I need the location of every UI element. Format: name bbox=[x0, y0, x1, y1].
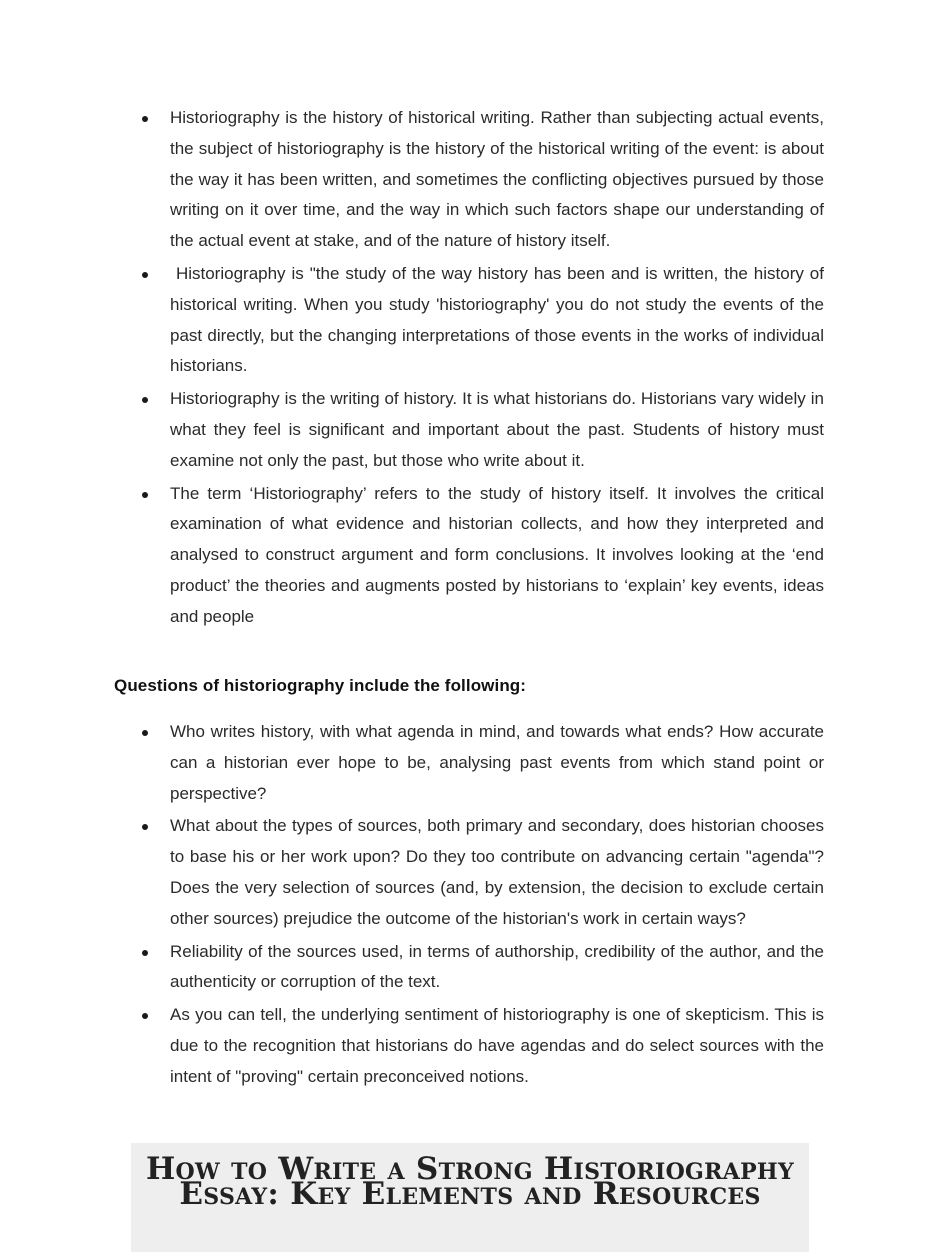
definitions-list bbox=[140, 103, 829, 635]
bullet-icon bbox=[142, 1013, 148, 1019]
list-item bbox=[140, 1000, 824, 1092]
bullet-icon bbox=[142, 950, 148, 956]
article-title[interactable]: How to Write a Strong Historiography Essay: Key Elements and Resources bbox=[145, 1151, 795, 1212]
list-item bbox=[140, 937, 824, 999]
list-item-text: What about the types of sources, both primary and secondary, does historian chooses to base his or her work upon? Do they too contribute on advancing certain "agenda"? Does the very selection of sources (and, by extension, the decision to exclude certain other sources) prejudice the outcome of the historian's work in certain ways? bbox=[170, 816, 824, 928]
list-item-text: As you can tell, the underlying sentiment of historiography is one of skepticism. This is due to the recognition that historians do have agendas and do select sources with the intent of "proving" certain preconceived notions. bbox=[170, 1005, 824, 1086]
questions-list bbox=[140, 717, 824, 1095]
list-item-text: Historiography is the writing of history. It is what historians do. Historians vary widely in what they feel is significant and important about the past. Students of history must examine not only the past, but those who write about it. bbox=[170, 389, 824, 470]
list-item-text: Historiography is "the study of the way history has been and is written, the history of historical writing. When you study 'historiography' you do not study the events of the past directly, but the changing interpretations of those events in the works of individual historians. bbox=[170, 263, 829, 376]
list-item bbox=[140, 259, 829, 382]
list-item-text: The term ‘Historiography’ refers to the study of history itself. It involves the critical examination of what evidence and historian collects, and how they interpreted and analysed to construct argument and form conclusions. It involves looking at the ‘end product’ the theories and augments posted by historians to ‘explain’ key events, ideas and people bbox=[170, 483, 824, 626]
list-item-text: Who writes history, with what agenda in mind, and towards what ends? How accurate can a historian ever hope to be, analysing past events from which stand point or perspective? bbox=[170, 722, 824, 803]
bullet-icon bbox=[142, 492, 148, 498]
bullet-icon bbox=[142, 730, 148, 736]
bullet-icon bbox=[142, 272, 148, 278]
list-item bbox=[140, 717, 824, 809]
list-item-text: Historiography is the history of historical writing. Rather than subjecting actual events, the subject of historiography is the history of the historical writing of the event: is about the way it has been written, and sometimes the conflicting objectives pursued by those writing on it over time, and the way in which such factors shape our understanding of the actual event at stake, and of the nature of history itself. bbox=[170, 108, 824, 251]
questions-heading: Questions of historiography include the following: bbox=[114, 676, 527, 695]
list-item bbox=[140, 811, 824, 934]
list-item bbox=[140, 103, 824, 257]
article-title-banner[interactable] bbox=[131, 1143, 809, 1252]
bullet-icon bbox=[142, 824, 148, 830]
list-item bbox=[140, 479, 824, 633]
list-item bbox=[140, 384, 824, 476]
list-item-text: Reliability of the sources used, in terms of authorship, credibility of the author, and the authenticity or corruption of the text. bbox=[170, 941, 824, 992]
bullet-icon bbox=[142, 116, 148, 122]
bullet-icon bbox=[142, 397, 148, 403]
